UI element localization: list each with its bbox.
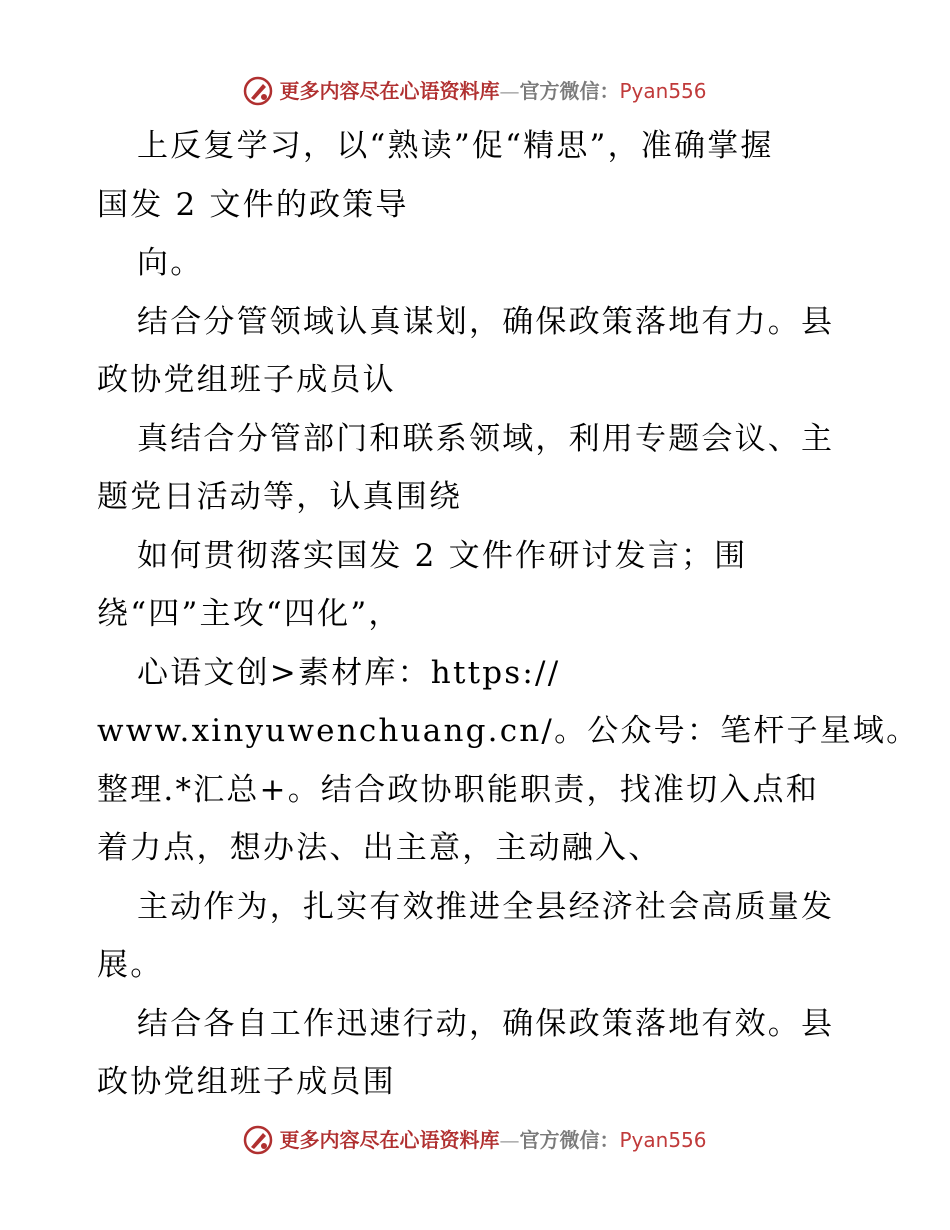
footer-watermark bbox=[0, 1125, 950, 1155]
text-line: 真结合分管部门和联系领域，利用专题会议、主 bbox=[137, 420, 835, 457]
watermark-main-text: 更多内容尽在心语资料库 bbox=[279, 1128, 500, 1152]
text-line: 主动作为，扎实有效推进全县经济社会高质量发 bbox=[137, 888, 835, 925]
text-line: www.xinyuwenchuang.cn/。公众号：笔杆子星域。 bbox=[97, 713, 920, 749]
text-line: 结合各自工作迅速行动，确保政策落地有效。县 bbox=[137, 1005, 835, 1042]
text-line: 展。 bbox=[97, 947, 164, 983]
text-line: 绕“四”主攻“四化”， bbox=[97, 596, 402, 632]
watermark-wechat-id: Pyan556 bbox=[619, 1128, 707, 1152]
text-line: 上反复学习，以“熟读”促“精思”，准确掌握 bbox=[137, 128, 774, 164]
watermark-separator: — bbox=[499, 1128, 520, 1152]
text-line: 政协党组班子成员认 bbox=[97, 362, 396, 398]
text-line: 向。 bbox=[137, 245, 204, 281]
text-line: 心语文创>素材库：https:// bbox=[137, 654, 561, 691]
watermark-main-text: 更多内容尽在心语资料库 bbox=[279, 79, 500, 103]
text-line: 政协党组班子成员围 bbox=[97, 1064, 396, 1100]
pen-seal-logo-icon bbox=[243, 1125, 273, 1155]
text-line: 结合分管领域认真谋划，确保政策落地有力。县 bbox=[137, 303, 835, 340]
header-watermark bbox=[0, 76, 950, 106]
watermark-official-label: 官方微信： bbox=[519, 79, 620, 103]
watermark-official-label: 官方微信： bbox=[519, 1128, 620, 1152]
watermark-separator: — bbox=[499, 79, 520, 103]
watermark-wechat-id: Pyan556 bbox=[619, 79, 707, 103]
text-line: 整理.*汇总+。结合政协职能职责，找准切入点和 bbox=[97, 771, 819, 808]
text-line: 题党日活动等，认真围绕 bbox=[97, 479, 463, 515]
text-line: 国发 2 文件的政策导 bbox=[97, 186, 409, 223]
pen-seal-logo-icon bbox=[243, 76, 273, 106]
text-line: 如何贯彻落实国发 2 文件作研讨发言；围 bbox=[137, 537, 748, 574]
document-body bbox=[97, 117, 920, 1112]
text-line: 着力点，想办法、出主意，主动融入、 bbox=[97, 830, 662, 866]
